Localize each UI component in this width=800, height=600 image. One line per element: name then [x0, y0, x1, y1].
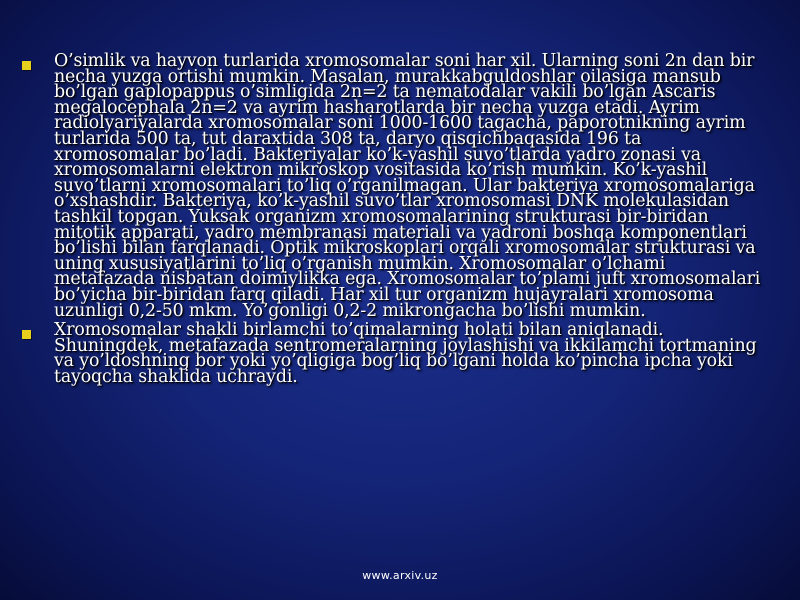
bullet-text: Xromosomalar shakli birlamchi to’qimalarning holati bilan aniqlanadi. Shuningdek, metafazada sentromeralarning joylashishi va ikkilamchi tortmaning va yo’ldoshning bor yoki yo’qligiga bog’liq bo’lgani holda ko’pincha ipcha yoki tayoqcha shaklida uchraydi. [54, 320, 757, 387]
square-bullet-icon [22, 330, 31, 339]
footer-source-link: www.arxiv.uz [362, 569, 438, 582]
square-bullet-icon [22, 61, 31, 70]
bullet-list [22, 51, 762, 389]
bullet-item [22, 51, 762, 321]
bullet-item [22, 320, 762, 387]
bullet-text: O’simlik va hayvon turlarida xromosomalar soni har xil. Ularning soni 2n dan bir necha yuzga ortishi mumkin. Masalan, murakkabguldoshlar oilasiga mansub bo’lgan gaplopappus o’simligida 2n=2 ta nematodalar vakili bo’lgan Ascaris megalocephala 2n=2 va ayrim hasharotlarda bir necha yuzga etadi. Ayrim radiolyariyalarda xromosomalar soni 1000-1600 tagacha, paporotnikning ayrim turlarida 500 ta, tut daraxtida 308 ta, daryo qisqichbaqasida 196 ta xromosomalar bo’ladi. Bakteriyalar ko’k-yashil suvo’tlarda yadro zonasi va xromosomalarni elektron mikroskop vositasida ko’rish mumkin. Ko’k-yashil suvo’tlarni xromosomalari to’liq o’rganilmagan. Ular bakteriya xromosomalariga o’xshashdir. Bakteriya, ko’k-yashil suvo’tlar xromosomasi DNK molekulasidan tashkil topgan. Yuksak organizm xromosomalarining strukturasi bir-biridan mitotik apparati, yadro membranasi materiali va yadroni boshqa komponentlari bo’lishi bilan farqlanadi. Optik mikroskoplari orqali xromosomalar strukturasi va uning xususiyatlarini to’liq o’rganish mumkin. Xromosomalar o’lchami metafazada nisbatan doimiylikka ega. Xromosomalar to’plami juft xromosomalari bo’yicha bir-biridan farq qiladi. Har xil tur organizm hujayralari xromosoma uzunligi 0,2-50 mkm. Yo’gonligi 0,2-2 mikrongacha bo’lishi mumkin. [54, 51, 761, 321]
